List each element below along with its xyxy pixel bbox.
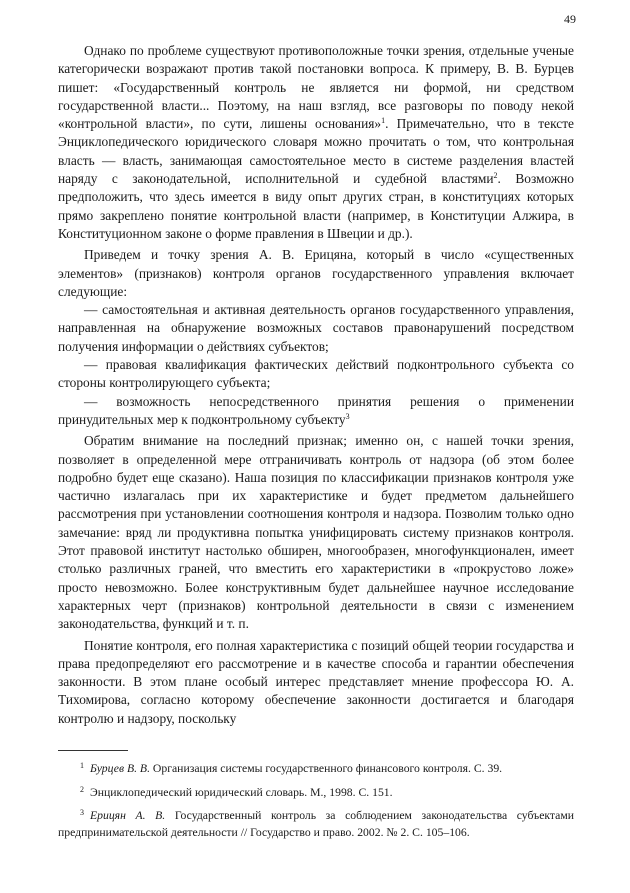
footnote-1-author: Бурцев В. В. <box>90 762 150 775</box>
footnote-3-mark: 3 <box>80 808 84 817</box>
footnote-ref-1: 1 <box>381 116 386 126</box>
list-item-1: — самостоятельная и активная деятельность органов государственного управления, направленная на обнаружение возможных составов правонарушений посредством получения информации о действиях субъектов; <box>58 302 574 354</box>
paragraph-4: Понятие контроля, его полная характеристика с позиций общей теории государства и права предопределяют его рассмотрение и в качестве способа и гарантии обеспечения законности. В этом плане особый интерес представляет мнение профессора Ю. А. Тихомирова, согласно которому обеспечение законности достигается и благодаря контролю и надзору, поскольку <box>58 637 574 726</box>
footnote-2-text: Энциклопедический юридический словарь. М., 1998. С. 151. <box>90 785 393 799</box>
paragraph-1-text-a: Однако по проблеме существуют противоположные точки зрения, отдельные ученые категорически возражают против такой постановки вопроса. К примеру, В. В. Бурцев пишет: «Государственный контроль не является ни формой, ни средством государственной власти... Поэтому, на наш взгляд, все разговоры по поводу некой «контрольной власти», по сути, лишены основания» <box>58 43 574 132</box>
footnote-3-author: Ерицян А. В. <box>90 809 166 822</box>
main-text <box>58 42 574 728</box>
paragraph-1-text-c: . Возможно предположить, что здесь имеется в виду опыт других стран, в конституциях которых прямо закреплено понятие контрольной власти (например, в Конституции Алжира, в Конституционном законе о форме правления в Швеции и др.). <box>58 171 574 241</box>
list-item-3-text: — возможность непосредственного принятия решения о применении принудительных мер к подконтрольному субъекту <box>58 393 574 427</box>
footnote-divider <box>58 750 128 751</box>
paragraph-1 <box>58 42 574 243</box>
footnote-1 <box>58 761 574 778</box>
footnote-3-text: Государственный контроль за соблюдением законодательства субъектами предпринимательской деятельности // Государство и право. 2002. № 2. С. 105–106. <box>58 809 574 839</box>
paragraph-3: Обратим внимание на последний признак; именно он, с нашей точки зрения, позволяет в определенной мере отграничивать контроль от надзора (об этом более подробно будет еще сказано). Наша позиция по классификации признаков контроля уже частично излагалась при их характеристике и будет предметом дальнейшего рассмотрения при установлении соотношения контроля и надзора. Позволим только одно замечание: вряд ли продуктивна попытка унифицировать систему признаков контроля. Этот правовой институт настолько обширен, многообразен, многофункционален, имеет столько различных граней, что вместить его характеристики в «прокрустово ложе» просто невозможно. Более конструктивным будет дальнейшее научное исследование характерных черт (признаков) контрольной деятельности в связи с изменением законодательства, функций и т. п. <box>58 433 574 632</box>
footnote-ref-3: 3 <box>345 411 350 421</box>
footnote-1-mark: 1 <box>80 761 84 770</box>
footnote-2 <box>58 785 574 802</box>
paragraph-1-text-b: . Примечательно, что в тексте Энциклопедического юридического словаря можно прочитать о том, что контрольная власть — власть, занимающая самостоятельное место в системе разделения властей наряду с законодательной, исполнительной и судебной властями <box>58 116 574 187</box>
paragraph-2: Приведем и точку зрения А. В. Ерицяна, который в число «существенных элементов» (признаков) контроля органов государственного управления включает следующие: <box>58 247 574 299</box>
footnotes <box>58 761 574 848</box>
page-number: 49 <box>564 12 576 26</box>
list-item-3 <box>58 393 574 430</box>
list-item-2: — правовая квалификация фактических действий подконтрольного субъекта со стороны контролирующего субъекта; <box>58 357 574 391</box>
footnote-2-mark: 2 <box>80 784 84 794</box>
footnote-1-text: Организация системы государственного финансового контроля. С. 39. <box>150 762 503 775</box>
footnote-ref-2: 2 <box>493 171 498 181</box>
footnote-3 <box>58 808 574 841</box>
